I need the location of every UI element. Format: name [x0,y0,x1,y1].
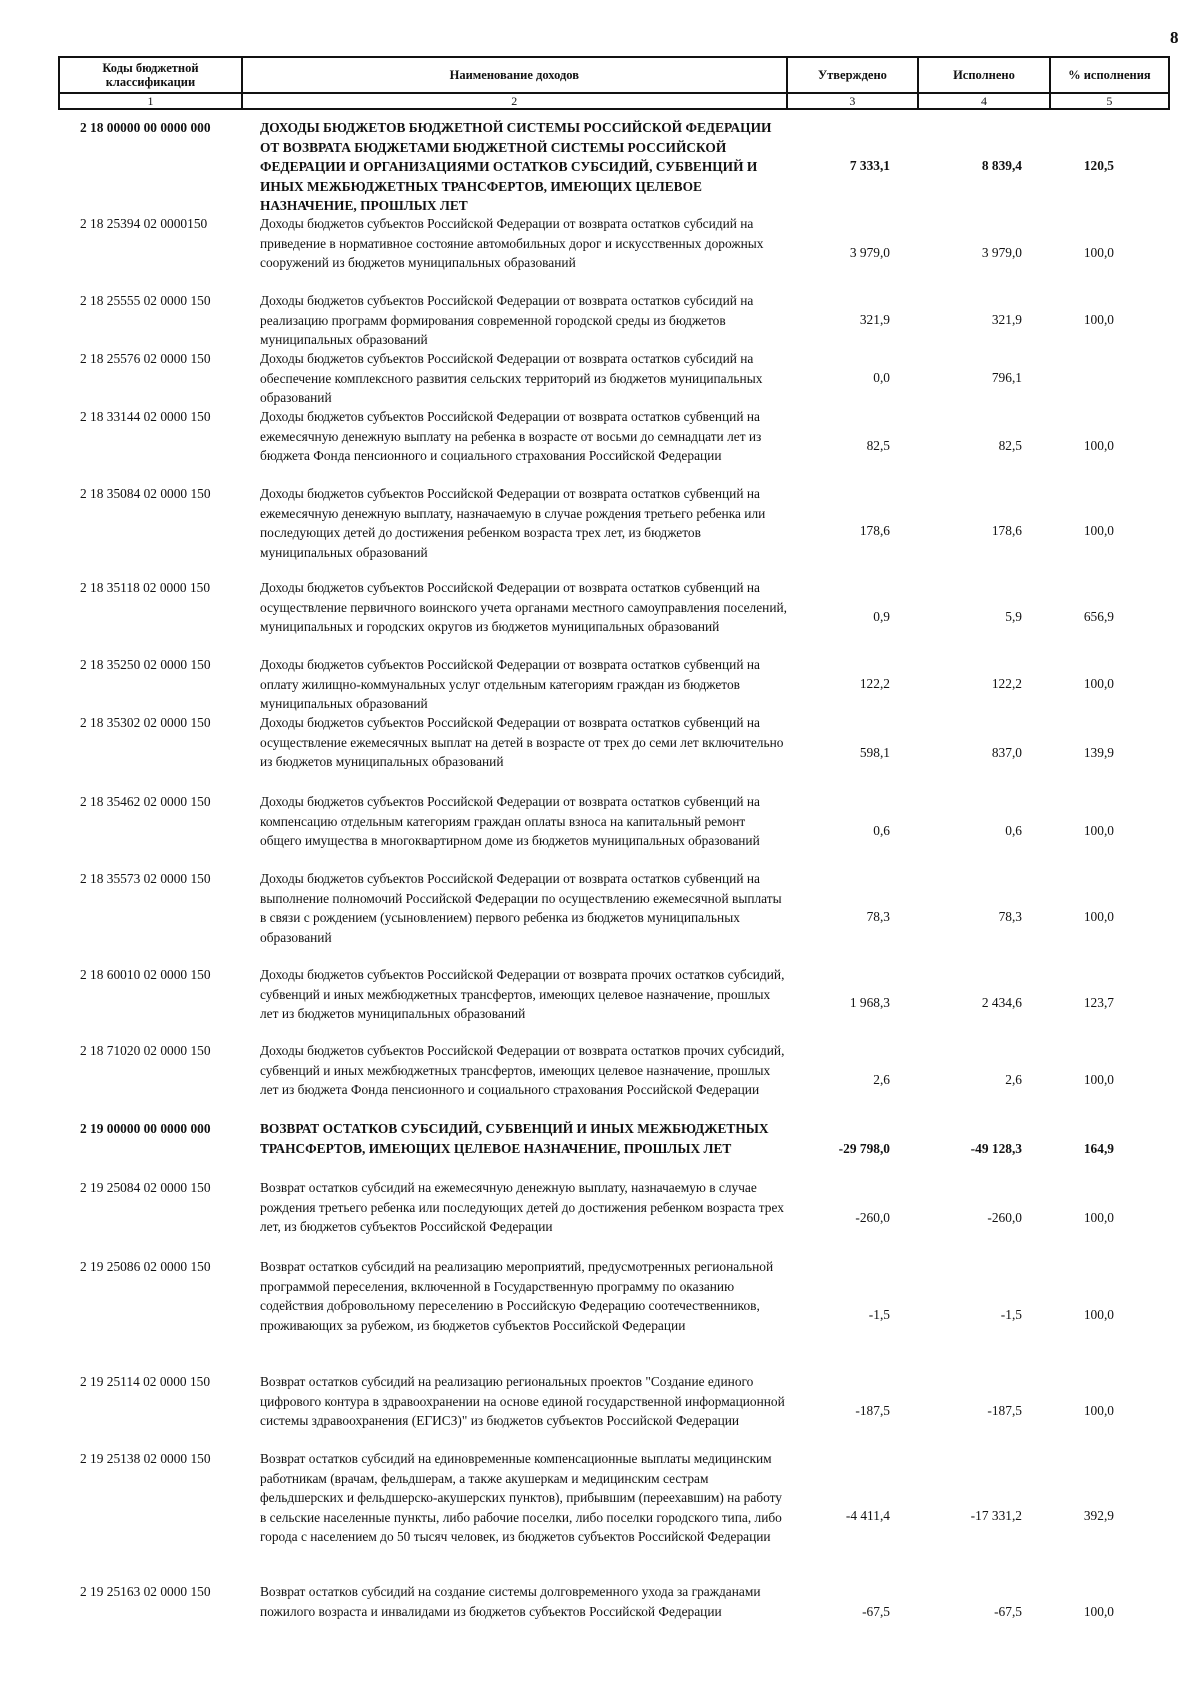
row-approved: 7 333,1 [849,158,890,174]
row-name: Доходы бюджетов субъектов Российской Федерации от возврата остатков субвенций на компенсацию отдельным категориям граждан оплаты взноса на капитальный ремонт общего имущества в многоквартирном доме из бюджетов муниципальных образований [260,794,760,849]
row-approved: -29 798,0 [838,1140,890,1156]
row-percent: 120,5 [1083,158,1114,174]
row-code: 2 18 35462 02 0000 150 [80,794,211,809]
row-executed: 796,1 [991,370,1022,386]
row-name: Доходы бюджетов субъектов Российской Федерации от возврата остатков субвенций на осуществление ежемесячных выплат на детей в возрасте от трех до семи лет включительно из бюджетов муниципальных образований [260,715,784,770]
row-name: Доходы бюджетов субъектов Российской Федерации от возврата остатков субвенций на осуществление первичного воинского учета органами местного самоуправления поселений, муниципальных и городских округов из бюджетов муниципальных образований [260,580,788,635]
row-approved: 2,6 [873,1072,890,1088]
row-name: Возврат остатков субсидий на реализацию мероприятий, предусмотренных региональной программой переселения, включенной в Государственную программу по оказанию содействия добровольному переселению в Российскую Федерацию соотечественников, проживающих за рубежом, из бюджетов субъектов Российской Федерации [260,1259,774,1333]
row-name: Доходы бюджетов субъектов Российской Федерации от возврата остатков субсидий на реализацию программ формирования современной городской среды из бюджетов муниципальных образований [260,293,754,348]
page-number: 8 [1170,28,1179,47]
table-row [58,214,1170,291]
row-name: Доходы бюджетов субъектов Российской Федерации от возврата остатков субвенций на выполнение полномочий Российской Федерации по осуществлению ежемесячной выплаты в связи с рождением (усыновлением) первого ребенка из бюджетов муниципальных образований [260,871,782,945]
table-row [58,869,1170,965]
row-code: 2 18 25576 02 0000 150 [80,351,211,366]
row-code: 2 19 25086 02 0000 150 [80,1259,211,1274]
row-executed: 3 979,0 [981,244,1022,260]
row-approved: -67,5 [862,1604,890,1620]
row-name: Доходы бюджетов субъектов Российской Федерации от возврата остатков субвенций на ежемесячную денежную выплату на ребенка в возрасте от восьми до семнадцати лет из бюджета Фонда пенсионного и социального страхования Российской Федерации [260,409,762,464]
row-executed: -187,5 [987,1402,1022,1418]
row-approved: 178,6 [859,523,890,539]
row-percent: 100,0 [1083,1402,1114,1418]
row-approved: 321,9 [859,312,890,328]
row-approved: -4 411,4 [845,1507,890,1523]
table-row [58,792,1170,869]
row-name: ВОЗВРАТ ОСТАТКОВ СУБСИДИЙ, СУБВЕНЦИЙ И ИНЫХ МЕЖБЮДЖЕТНЫХ ТРАНСФЕРТОВ, ИМЕЮЩИХ ЦЕЛЕВОЕ НАЗНАЧЕНИЕ, ПРОШЛЫХ ЛЕТ [260,1121,769,1156]
row-percent: 100,0 [1083,1306,1114,1322]
row-name: Доходы бюджетов субъектов Российской Федерации от возврата прочих остатков субсидий, субвенций и иных межбюджетных трансфертов, имеющих целевое назначение, прошлых лет из бюджетов муниципальных образований [260,967,785,1022]
row-name: Доходы бюджетов субъектов Российской Федерации от возврата остатков субсидий на приведение в нормативное состояние автомобильных дорог и искусственных дорожных сооружений из бюджетов муниципальных образований [260,216,764,271]
row-name: Возврат остатков субсидий на ежемесячную денежную выплату, назначаемую в случае рождения третьего ребенка или последующих детей до достижения ребенком возраста трех лет, из бюджетов субъектов Российской Федерации [260,1180,784,1235]
row-name: ДОХОДЫ БЮДЖЕТОВ БЮДЖЕТНОЙ СИСТЕМЫ РОССИЙСКОЙ ФЕДЕРАЦИИ ОТ ВОЗВРАТА БЮДЖЕТАМИ БЮДЖЕТНОЙ СИСТЕМЫ РОССИЙСКОЙ ФЕДЕРАЦИИ И ОРГАНИЗАЦИЯМИ ОСТАТКОВ СУБСИДИЙ, СУБВЕНЦИЙ И ИНЫХ МЕЖБЮДЖЕТНЫХ ТРАНСФЕРТОВ, ИМЕЮЩИХ ЦЕЛЕВОЕ НАЗНАЧЕНИЕ, ПРОШЛЫХ ЛЕТ [260,120,772,214]
row-executed: -49 128,3 [970,1140,1022,1156]
row-code: 2 18 35118 02 0000 150 [80,580,211,595]
row-percent: 100,0 [1083,909,1114,925]
table-row [58,1449,1170,1582]
row-executed: 2 434,6 [981,995,1022,1011]
row-percent: 100,0 [1083,312,1114,328]
row-approved: 78,3 [866,909,890,925]
header-num-5: 5 [1050,93,1169,109]
row-code: 2 19 00000 00 0000 000 [80,1121,211,1136]
row-name: Доходы бюджетов субъектов Российской Федерации от возврата остатков субсидий на обеспечение комплексного развития сельских территорий из бюджетов муниципальных образований [260,351,763,406]
row-code: 2 19 25114 02 0000 150 [80,1374,211,1389]
row-code: 2 18 60010 02 0000 150 [80,967,211,982]
row-percent: 100,0 [1083,244,1114,260]
table-body [58,118,1170,1642]
row-percent: 100,0 [1083,1604,1114,1620]
row-executed: 178,6 [991,523,1022,539]
row-percent: 100,0 [1083,1209,1114,1225]
row-approved: 0,9 [873,608,890,624]
row-code: 2 18 35250 02 0000 150 [80,657,211,672]
row-executed: -67,5 [994,1604,1022,1620]
row-executed: -260,0 [987,1209,1022,1225]
table-row [58,1041,1170,1119]
row-executed: -1,5 [1000,1306,1022,1322]
header-codes: Коды бюджетной классификации [59,57,242,93]
row-name: Доходы бюджетов субъектов Российской Федерации от возврата остатков субвенций на ежемесячную денежную выплату, назначаемую в случае рождения третьего ребенка или последующих детей до достижения ребенком возраста трех лет, из бюджетов муниципальных образований [260,486,766,560]
table-row [58,349,1170,407]
table-row [58,655,1170,713]
table-row [58,291,1170,349]
row-executed: 122,2 [991,676,1022,692]
header-num-1: 1 [59,93,242,109]
row-percent: 100,0 [1083,523,1114,539]
table-row [58,1257,1170,1372]
row-percent: 100,0 [1083,676,1114,692]
row-name: Доходы бюджетов субъектов Российской Федерации от возврата остатков субвенций на оплату жилищно-коммунальных услуг отдельным категориям граждан из бюджетов муниципальных образований [260,657,760,712]
table-row [58,407,1170,484]
row-code: 2 18 25555 02 0000 150 [80,293,211,308]
row-name: Возврат остатков субсидий на создание системы долговременного ухода за гражданами пожилого возраста и инвалидами из бюджетов субъектов Российской Федерации [260,1584,761,1619]
row-percent: 123,7 [1083,995,1114,1011]
row-code: 2 18 35302 02 0000 150 [80,715,211,730]
row-code: 2 18 35084 02 0000 150 [80,486,211,501]
header-percent: % исполнения [1050,57,1169,93]
table-row [58,713,1170,792]
row-approved: 82,5 [866,437,890,453]
row-executed: -17 331,2 [970,1507,1022,1523]
table-row [58,1372,1170,1449]
row-percent [1050,349,1166,407]
row-executed: 82,5 [998,437,1022,453]
row-percent: 139,9 [1083,744,1114,760]
row-executed: 2,6 [1005,1072,1022,1088]
row-executed: 8 839,4 [981,158,1022,174]
row-executed: 321,9 [991,312,1022,328]
row-executed: 78,3 [998,909,1022,925]
header-num-4: 4 [918,93,1050,109]
table-header [58,56,1170,110]
header-executed: Исполнено [918,57,1050,93]
row-code: 2 19 25163 02 0000 150 [80,1584,211,1599]
header-name: Наименование доходов [242,57,787,93]
row-approved: -1,5 [868,1306,890,1322]
row-approved: 0,6 [873,822,890,838]
table-row [58,1582,1170,1642]
table-row [58,1119,1170,1178]
row-executed: 837,0 [991,744,1022,760]
row-percent: 392,9 [1083,1507,1114,1523]
table-row [58,118,1170,214]
row-approved: 122,2 [859,676,890,692]
table-row [58,578,1170,655]
row-approved: 1 968,3 [849,995,890,1011]
row-name: Возврат остатков субсидий на единовременные компенсационные выплаты медицинским работникам (врачам, фельдшерам, а также акушеркам и медицинским сестрам фельдшерских и фельдшерско-акушерских пунктов), прибывшим (переехавшим) на работу в сельские населенные пункты, либо рабочие поселки, либо поселки городского типа, либо города с населением до 50 тысяч человек, из бюджетов субъектов Российской Федерации [260,1451,782,1545]
row-percent: 656,9 [1083,608,1114,624]
row-executed: 5,9 [1005,608,1022,624]
row-code: 2 19 25138 02 0000 150 [80,1451,211,1466]
row-code: 2 18 00000 00 0000 000 [80,120,211,135]
row-code: 2 19 25084 02 0000 150 [80,1180,211,1195]
header-approved: Утверждено [787,57,919,93]
row-approved: 598,1 [859,744,890,760]
table-row [58,484,1170,578]
row-code: 2 18 25394 02 0000150 [80,216,208,231]
row-percent: 100,0 [1083,437,1114,453]
row-code: 2 18 33144 02 0000 150 [80,409,211,424]
row-percent: 100,0 [1083,1072,1114,1088]
row-name: Возврат остатков субсидий на реализацию региональных проектов "Создание единого цифрового контура в здравоохранении на основе единой государственной информационной системы здравоохранения (ЕГИСЗ)" из бюджетов субъектов Российской Федерации [260,1374,785,1429]
row-approved: 0,0 [873,370,890,386]
row-code: 2 18 35573 02 0000 150 [80,871,211,886]
row-executed: 0,6 [1005,822,1022,838]
row-percent: 164,9 [1083,1140,1114,1156]
row-approved: -187,5 [855,1402,890,1418]
row-approved: 3 979,0 [849,244,890,260]
row-code: 2 18 71020 02 0000 150 [80,1043,211,1058]
row-percent: 100,0 [1083,822,1114,838]
header-num-2: 2 [242,93,787,109]
row-name: Доходы бюджетов субъектов Российской Федерации от возврата остатков прочих субсидий, субвенций и иных межбюджетных трансфертов, имеющих целевое назначение, прошлых лет из бюджета Фонда пенсионного и социального страхования Российской Федерации [260,1043,785,1098]
row-approved: -260,0 [855,1209,890,1225]
header-num-3: 3 [787,93,919,109]
table-row [58,965,1170,1041]
table-row [58,1178,1170,1257]
